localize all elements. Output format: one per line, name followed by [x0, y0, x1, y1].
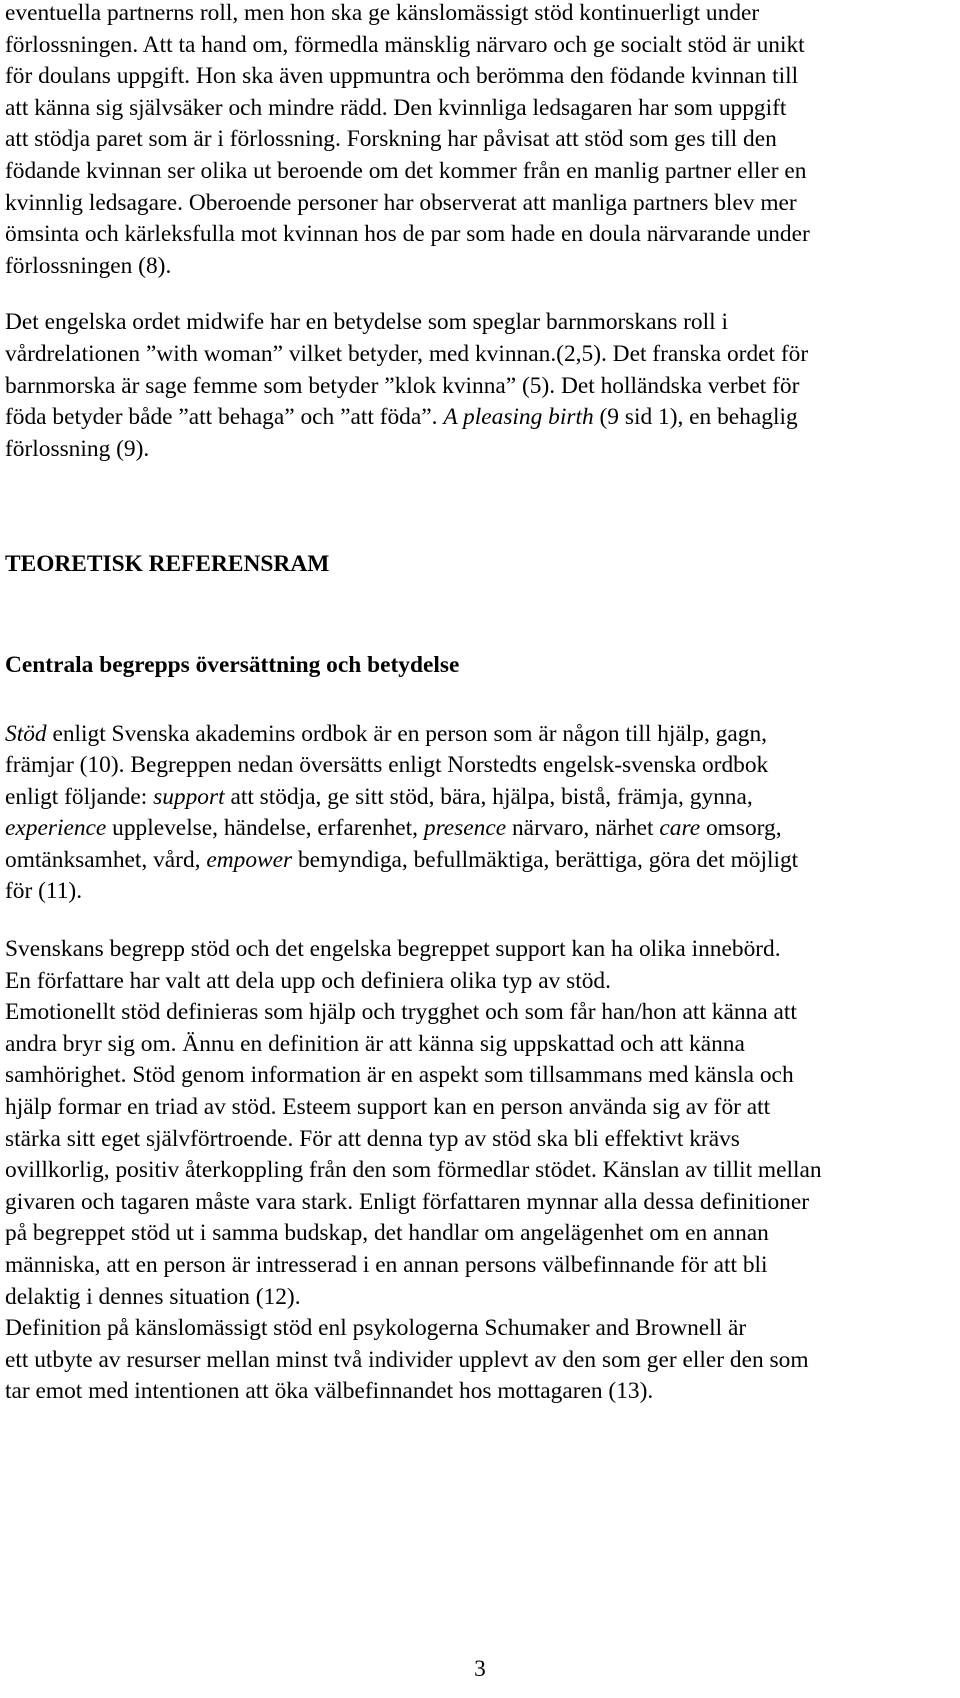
paragraph-doula-role [5, 0, 955, 282]
text-line: för (11). [5, 878, 83, 905]
text-line: Emotionellt stöd definieras som hjälp och trygghet och som får han/hon att känna att [5, 999, 797, 1026]
paragraph-term-definitions [5, 719, 955, 909]
text-line: på begreppet stöd ut i samma budskap, det handlar om angelägenhet om en annan [5, 1220, 769, 1247]
text-line: förlossningen (8). [5, 252, 172, 279]
text-line: förlossning (9). [5, 435, 150, 462]
text-line: förlossningen. Att ta hand om, förmedla mänsklig närvaro och ge socialt stöd är unikt [5, 31, 805, 58]
italic-term: empower [206, 846, 293, 873]
text-line [5, 813, 955, 845]
text-line [5, 719, 955, 751]
text-line: att stödja paret som är i förlossning. Forskning har påvisat att stöd som ges till den [5, 126, 777, 153]
text-line: Svenskans begrepp stöd och det engelska begreppet support kan ha olika innebörd. [5, 936, 781, 963]
text-line: ömsinta och kärleksfulla mot kvinnan hos de par som hade en doula närvarande under [5, 221, 810, 248]
document-page [5, 0, 955, 1408]
subsection-heading: Centrala begrepps översättning och betydelse [5, 651, 460, 678]
italic-term: support [153, 783, 225, 810]
italic-term: Stöd [5, 720, 47, 747]
page-number: 3 [474, 1656, 486, 1682]
text-line: att känna sig självsäker och mindre rädd. Den kvinnliga ledsagaren har som uppgift [5, 94, 787, 121]
text-run: att stödja, ge sitt stöd, bära, hjälpa, bistå, främja, gynna, [224, 783, 753, 810]
text-run: (9 sid 1), en behaglig [593, 404, 798, 431]
text-line [5, 782, 955, 814]
text-line: kvinnlig ledsagare. Oberoende personer har observerat att manliga partners blev mer [5, 189, 797, 216]
text-line: givaren och tagaren måste vara stark. Enligt författaren mynnar alla dessa definitioner [5, 1188, 810, 1215]
text-line: vårdrelationen ”with woman” vilket betyder, med kvinnan.(2,5). Det franska ordet för [5, 340, 809, 367]
italic-term: care [659, 815, 701, 842]
text-run: upplevelse, händelse, erfarenhet, [106, 815, 424, 842]
paragraph-support-types [5, 934, 955, 1313]
text-line [5, 845, 955, 877]
section-heading: TEORETISK REFERENSRAM [5, 551, 330, 578]
text-line: barnmorska är sage femme som betyder ”klok kvinna” (5). Det holländska verbet för [5, 372, 800, 399]
text-line: människa, att en person är intresserad i en annan persons välbefinnande för att bli [5, 1252, 768, 1278]
text-line [5, 402, 955, 434]
text-line: stärka sitt eget självförtroende. För att denna typ av stöd ska bli effektivt krävs [5, 1125, 740, 1152]
text-line: för doulans uppgift. Hon ska även uppmuntra och berömma den födande kvinnan till [5, 63, 799, 90]
text-run: bemyndiga, befullmäktiga, berättiga, göra det möjligt [292, 846, 799, 873]
text-line: ett utbyte av resurser mellan minst två individer upplevt av den som ger eller den som [5, 1346, 809, 1373]
text-line: ovillkorlig, positiv återkoppling från den som förmedlar stödet. Känslan av tillit mellan [5, 1157, 822, 1184]
text-line: En författare har valt att dela upp och definiera olika typ av stöd. [5, 967, 611, 994]
text-run: närvaro, närhet [506, 815, 660, 842]
text-line: födande kvinnan ser olika ut beroende om det kommer från en manlig partner eller en [5, 157, 807, 184]
text-line: samhörighet. Stöd genom information är en aspekt som tillsammans med känsla och [5, 1062, 794, 1089]
text-line: Det engelska ordet midwife har en betydelse som speglar barnmorskans roll i [5, 309, 728, 336]
text-run: enligt Svenska akademins ordbok är en person som är någon till hjälp, gagn, [46, 720, 767, 747]
italic-term: A pleasing birth [443, 404, 594, 431]
text-line: främjar (10). Begreppen nedan översätts enligt Norstedts engelsk-svenska ordbok [5, 752, 769, 779]
italic-term: experience [5, 815, 107, 842]
paragraph-midwife-etymology [5, 307, 955, 465]
text-run: enligt följande: [5, 783, 154, 810]
text-run: omsorg, [700, 815, 782, 842]
text-line: Definition på känslomässigt stöd enl psykologerna Schumaker and Brownell är [5, 1315, 747, 1342]
text-run: omtänksamhet, vård, [5, 846, 207, 873]
text-line: andra bryr sig om. Ännu en definition är att känna sig uppskattad och att känna [5, 1030, 745, 1057]
text-line: tar emot med intentionen att öka välbefinnandet hos mottagaren (13). [5, 1378, 654, 1405]
text-run: föda betyder både ”att behaga” och ”att föda”. [5, 404, 444, 431]
text-line: hjälp formar en triad av stöd. Esteem support kan en person använda sig av för att [5, 1094, 771, 1121]
text-line: delaktig i dennes situation (12). [5, 1283, 301, 1310]
italic-term: presence [423, 815, 507, 842]
text-line: eventuella partnerns roll, men hon ska ge känslomässigt stöd kontinuerligt under [5, 0, 760, 26]
paragraph-emotional-support-definition [5, 1313, 955, 1408]
